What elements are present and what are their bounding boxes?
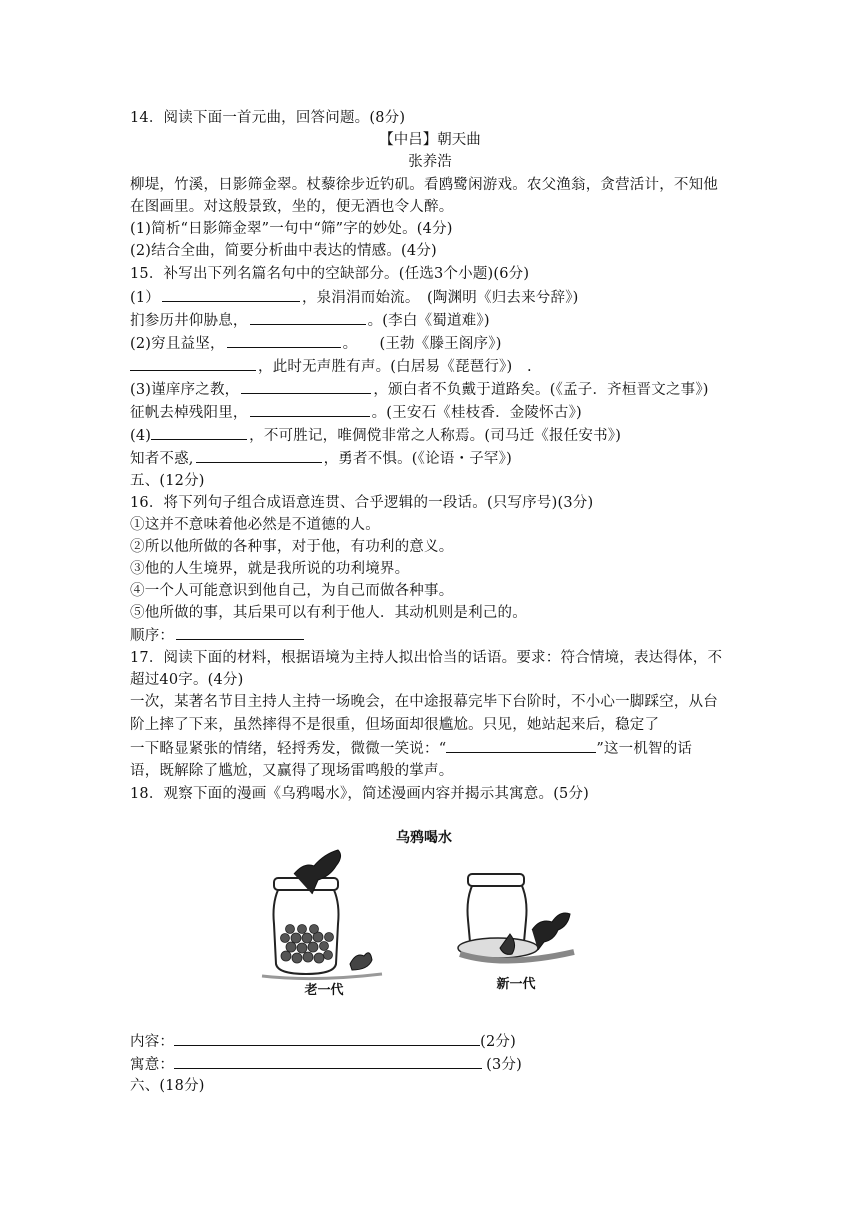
q17-material-3: 一下略显紧张的情绪，轻捋秀发，微微一笑说：“ ”这一机智的话 [130,738,692,759]
answer-blank[interactable] [227,333,341,348]
q14-sub-2: (2)结合全曲，简要分析曲中表达的情感。(4分) [130,243,437,259]
crow-drinking-comic [254,814,596,1004]
q16-item-3: ③他的人生境界，就是我所说的功利境界。 [130,561,410,577]
answer-blank[interactable] [151,425,247,440]
comic-title: 乌鸦喝水 [396,830,452,846]
q18-content-line: 内容： (2分) [130,1031,516,1052]
answer-blank[interactable] [130,356,256,371]
poem-line-2: 在图画里。对这般景致，坐的，便无酒也令人醉。 [130,199,454,215]
host-words-blank[interactable] [446,738,596,753]
meaning-answer-blank[interactable] [174,1054,482,1069]
q15-line-7: (4) ，不可胜记，唯倜傥非常之人称焉。(司马迁《报任安书》) [130,425,621,446]
poem-author: 张养浩 [408,154,452,170]
poem-title: 【中吕】朝天曲 [379,132,481,148]
content-answer-blank[interactable] [174,1031,480,1046]
poem-line-1: 柳堤，竹溪，日影筛金翠。杖藜徐步近钓矶。看鸥鹭闲游戏。农父渔翁，贪营活计，不知他 [130,177,718,193]
old-generation-jar [262,850,382,979]
answer-blank[interactable] [196,448,322,463]
q16-item-4: ④一个人可能意识到他自己，为自己而做各种事。 [130,583,454,599]
q14-stem: 14．阅读下面一首元曲，回答问题。(8分) [130,110,406,126]
new-generation-jar [458,874,574,961]
q17-material-2: 阶上摔了下来，虽然摔得不是很重，但场面却很尴尬。只见，她站起来后，稳定了 [130,717,660,733]
answer-blank[interactable] [241,379,371,394]
q18-meaning-line: 寓意： (3分) [130,1054,522,1075]
caption-new-generation: 新一代 [496,977,536,992]
q18-stem: 18．观察下面的漫画《乌鸦喝水》，简述漫画内容并揭示其寓意。(5分) [130,786,590,802]
order-answer-blank[interactable] [176,625,304,640]
q16-order: 顺序： [130,625,306,646]
q15-line-8: 知者不惑, ，勇者不惧。(《论语・子罕》) [130,448,512,469]
q17-material-4: 语，既解除了尴尬，又赢得了现场雷鸣般的掌声。 [130,763,454,779]
q15-line-1: (1） ，泉涓涓而始流。 (陶渊明《归去来兮辞》) [130,287,579,308]
q15-line-2: 扪参历井仰胁息， 。(李白《蜀道难》) [130,310,490,331]
q16-item-5: ⑤他所做的事，其后果可以有利于他人．其动机则是利己的。 [130,605,527,621]
answer-blank[interactable] [162,287,300,302]
answer-blank[interactable] [250,402,370,417]
q17-stem-2: 超过40字。(4分) [130,672,244,688]
q16-item-2: ②所以他所做的各种事，对于他，有功利的意义。 [130,539,454,555]
q15-line-4: ，此时无声胜有声。(白居易《琵琶行》) . [130,356,532,377]
q17-material-1: 一次，某著名节目主持人主持一场晚会，在中途报幕完毕下台阶时，不小心一脚踩空，从台 [130,694,718,710]
q14-sub-1: (1)简析“日影筛金翠”一句中“筛”字的妙处。(4分) [130,221,453,237]
answer-blank[interactable] [250,310,366,325]
q15-line-3: (2)穷且益坚， 。 (王勃《滕王阁序》) [130,333,502,354]
section-6-heading: 六、(18分) [130,1078,205,1094]
q17-stem-1: 17．阅读下面的材料，根据语境为主持人拟出恰当的话语。要求：符合情境，表达得体，不 [130,650,723,666]
q15-line-6: 征帆去棹残阳里， 。(王安石《桂枝香．金陵怀古》) [130,402,582,423]
q15-stem: 15．补写出下列名篇名句中的空缺部分。(任选3个小题)(6分) [130,266,530,282]
caption-old-generation: 老一代 [304,983,344,998]
q16-item-1: ①这并不意味着他必然是不道德的人。 [130,517,380,533]
q16-stem: 16．将下列句子组合成语意连贯、合乎逻辑的一段话。(只写序号)(3分) [130,495,594,511]
section-5-heading: 五、(12分) [130,473,205,489]
q15-line-5: (3)谨庠序之教， ，颁白者不负戴于道路矣。(《孟子．齐桓晋文之事》) [130,379,709,400]
